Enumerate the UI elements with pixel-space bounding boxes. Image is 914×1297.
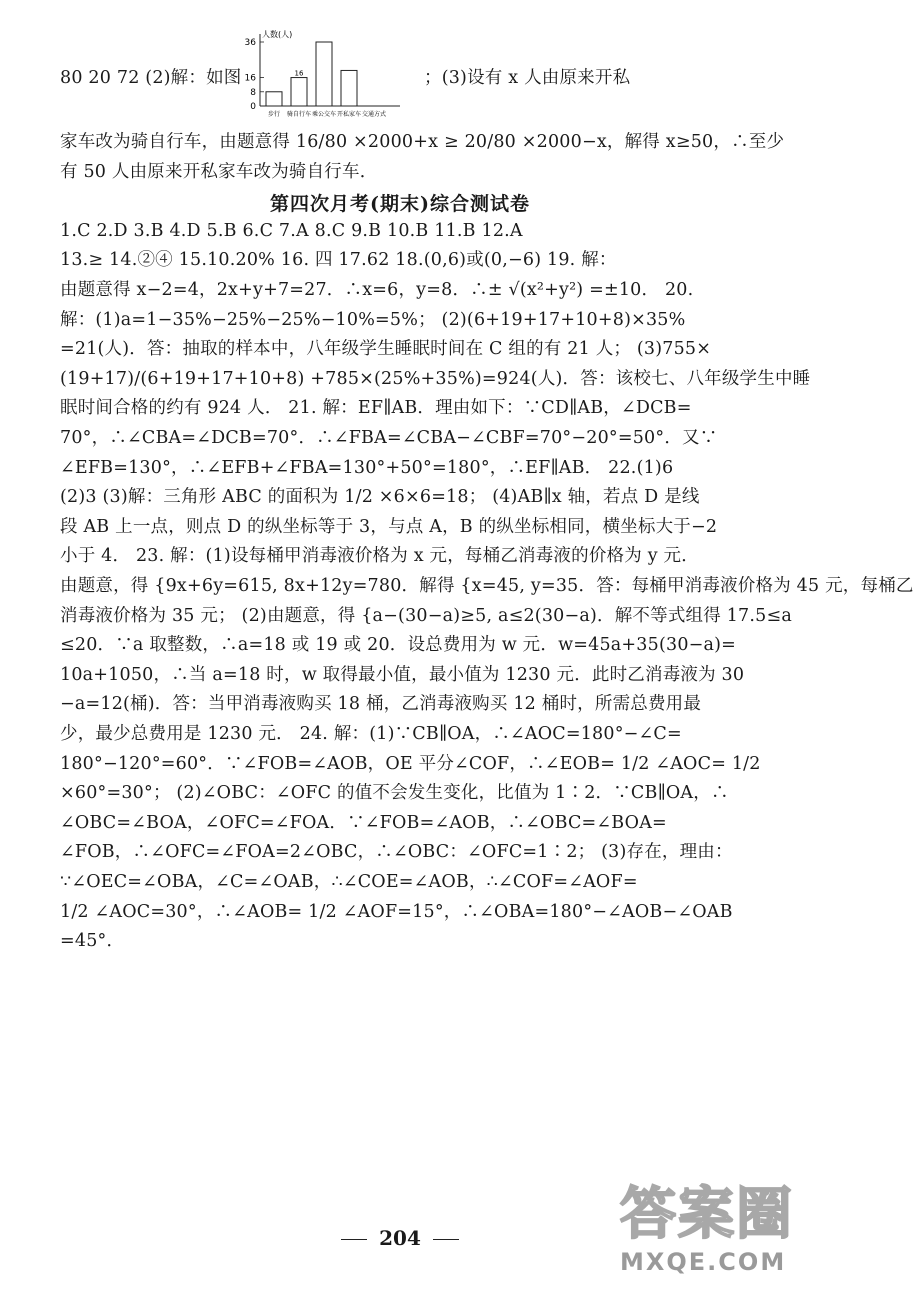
answer-line: ∠FOB，∴∠OFC=∠FOA=2∠OBC，∴∠OBC：∠OFC=1∶2； (3)存在，理由： (60, 842, 733, 862)
answer-line: 1/2 ∠AOC=30°，∴∠AOB= 1/2 ∠AOF=15°，∴∠OBA=180°−∠AOB−∠OAB (60, 902, 733, 922)
answer-line: 少，最少总费用是 1230 元． 24. 解：(1)∵CB∥OA，∴∠AOC=180°−∠C= (60, 724, 682, 744)
answer-line: 70°，∴∠CBA=∠DCB=70°．∴∠FBA=∠CBA−∠CBF=70°−20°=50°．又∵ (60, 428, 718, 448)
page-number-right-dash (433, 1239, 459, 1240)
answer-line: 消毒液价格为 35 元； (2)由题意，得 {a−(30−a)≥5, a≤2(30−a)．解不等式组得 17.5≤a (60, 606, 792, 626)
answer-line: =45°． (60, 931, 125, 951)
watermark-url: MXQE.COM (620, 1248, 787, 1276)
answer-line: 180°−120°=60°．∵∠FOB=∠AOB，OE 平分∠COF，∴∠EOB= 1/2 ∠AOC= 1/2 (60, 754, 761, 774)
y-tick-label: 16 (244, 73, 256, 84)
answer-line: (19+17)/(6+19+17+10+8) +785×(25%+35%)=924(人)．答：该校七、八年级学生中睡 (60, 369, 811, 389)
bar (341, 70, 357, 106)
page-number-left-dash (341, 1239, 367, 1240)
answer-line: (2)3 (3)解：三角形 ABC 的面积为 1/2 ×6×6=18； (4)AB∥x 轴，若点 D 是线 (60, 487, 700, 507)
answer-line: 解：(1)a=1−35%−25%−25%−10%=5%； (2)(6+19+17+10+8)×35% (60, 310, 686, 330)
y-axis-label: 人数(人) (262, 30, 293, 39)
watermark-logo: 答案圈 (620, 1182, 794, 1247)
answer-line-top-right: ；(3)设有 x 人由原来开私 (424, 68, 631, 88)
x-category-label: 骑自行车 (286, 111, 312, 118)
x-category-label: 开私家车 (336, 111, 362, 118)
x-category-label: 交通方式 (361, 111, 387, 118)
answer-line: 由题意，得 {9x+6y=615, 8x+12y=780．解得 {x=45, y=35．答：每桶甲消毒液价格为 45 元，每桶乙 (60, 576, 914, 596)
page-number-text: 204 (379, 1226, 421, 1250)
answer-line: 段 AB 上一点，则点 D 的纵坐标等于 3，与点 A，B 的纵坐标相同，横坐标大于−2 (60, 517, 718, 537)
answer-line: ×60°=30°； (2)∠OBC：∠OFC 的值不会发生变化，比值为 1∶2．∵CB∥OA，∴ (60, 783, 729, 803)
y-tick-label: 8 (250, 87, 256, 98)
answer-line: 眠时间合格的约有 924 人． 21. 解：EF∥AB．理由如下：∵CD∥AB，∠DCB= (60, 398, 692, 418)
answer-line: =21(人)．答：抽取的样本中，八年级学生睡眠时间在 C 组的有 21 人； (3)755× (60, 339, 712, 359)
answer-line: 有 50 人由原来开私家车改为骑自行车． (60, 162, 378, 182)
answer-line: ∠EFB=130°，∴∠EFB+∠FBA=130°+50°=180°，∴EF∥AB． 22.(1)6 (60, 458, 674, 478)
answer-line-top-left: 80 20 72 (2)解：如图 (60, 68, 242, 88)
answer-line: ≤20．∵a 取整数，∴a=18 或 19 或 20．设总费用为 w 元．w=45a+35(30−a)= (60, 635, 737, 655)
answer-line: 10a+1050，∴当 a=18 时，w 取得最小值，最小值为 1230 元．此时乙消毒液为 30 (60, 665, 745, 685)
y-tick-label: 36 (244, 38, 256, 48)
bar (291, 78, 307, 106)
bar-value-label: 16 (294, 69, 304, 78)
x-category-label: 步行 (267, 111, 281, 118)
transport-bar-chart (236, 28, 426, 123)
bar (316, 42, 332, 106)
answer-line: 13.≥ 14.②④ 15.10.20% 16. 四 17.62 18.(0,6)或(0,−6) 19. 解： (60, 250, 617, 270)
answer-line: 1.C 2.D 3.B 4.D 5.B 6.C 7.A 8.C 9.B 10.B 11.B 12.A (60, 221, 523, 241)
answer-line: ∠OBC=∠BOA，∠OFC=∠FOA．∵∠FOB=∠AOB，∴∠OBC=∠BOA= (60, 813, 667, 833)
section-title: 第四次月考(期末)综合测试卷 (270, 193, 530, 215)
y-tick-label: 0 (250, 102, 256, 112)
answer-line: 由题意得 x−2=4，2x+y+7=27．∴x=6，y=8．∴± √(x²+y²) =±10． 20. (60, 280, 694, 300)
answer-line: 小于 4． 23. 解：(1)设每桶甲消毒液价格为 x 元，每桶乙消毒液的价格为 y 元． (60, 546, 699, 566)
answer-line: 家车改为骑自行车，由题意得 16/80 ×2000+x ≥ 20/80 ×2000−x，解得 x≥50，∴至少 (60, 132, 785, 152)
x-category-label: 乘公交车 (311, 111, 337, 118)
answer-line: −a=12(桶)．答：当甲消毒液购买 18 桶，乙消毒液购买 12 桶时，所需总费用最 (60, 694, 702, 714)
answer-line: ∵∠OEC=∠OBA，∠C=∠OAB，∴∠COE=∠AOB，∴∠COF=∠AOF= (60, 872, 638, 892)
bar (266, 92, 282, 106)
